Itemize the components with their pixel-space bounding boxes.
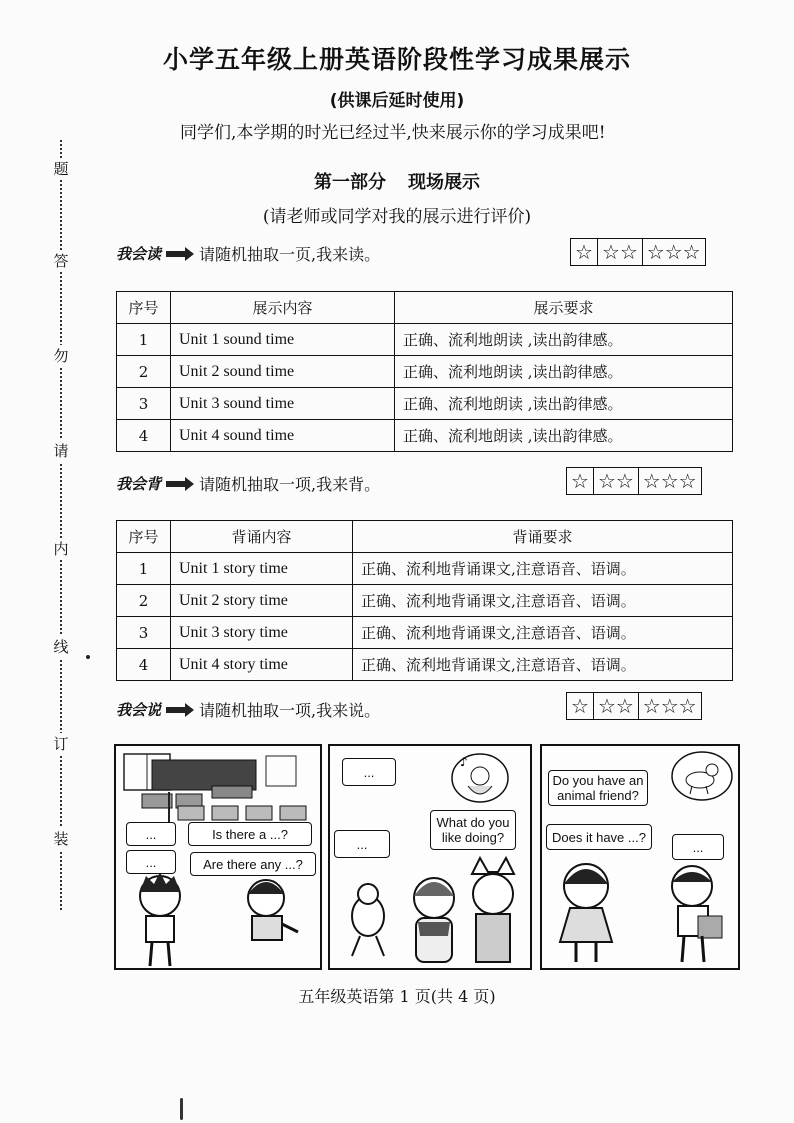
read-star-rating[interactable] (570, 238, 706, 266)
page-title: 小学五年级上册英语阶段性学习成果展示 (162, 45, 631, 74)
row-requirement: 正确、流利地朗读 ,读出韵律感。 (395, 420, 733, 452)
row-requirement: 正确、流利地朗读 ,读出韵律感。 (395, 324, 733, 356)
row-requirement: 正确、流利地背诵课文,注意语音、语调。 (353, 553, 733, 585)
star-two-icon[interactable]: ☆☆ (594, 468, 639, 494)
header-cell: 背诵内容 (171, 521, 353, 553)
recite-instruction: 请随机抽取一项,我来背。 (199, 475, 381, 494)
row-number: 4 (117, 649, 171, 681)
row-content: Unit 1 story time (171, 553, 353, 585)
row-number: 3 (117, 388, 171, 420)
row-content: Unit 4 story time (171, 649, 353, 681)
recite-task (116, 472, 380, 495)
star-two-icon[interactable]: ☆☆ (594, 693, 639, 719)
speech-bubble: Are there any ...? (190, 852, 316, 876)
table-header-row (117, 521, 733, 553)
page-subtitle: (供课后延时使用) (329, 91, 465, 111)
comic-panel-friends (328, 744, 532, 970)
recite-tag: 我会背 (116, 475, 162, 493)
read-tag: 我会读 (116, 245, 162, 263)
margin-char-5: 内 (50, 538, 72, 560)
margin-char-1: 题 (50, 158, 72, 180)
row-content: Unit 2 sound time (171, 356, 395, 388)
speech-bubble: Is there a ...? (188, 822, 312, 846)
row-number: 1 (117, 324, 171, 356)
table-row (117, 420, 733, 452)
row-number: 2 (117, 585, 171, 617)
row-content: Unit 1 sound time (171, 324, 395, 356)
star-one-icon[interactable]: ☆ (567, 468, 594, 494)
speak-task (116, 698, 380, 721)
intro-text: 同学们,本学期的时光已经过半,快来展示你的学习成果吧! (180, 123, 606, 143)
arrow-right-icon (165, 477, 195, 491)
margin-char-8: 装 (50, 828, 72, 850)
star-three-icon[interactable]: ☆☆☆ (646, 240, 701, 264)
comic-panel-animal-friend (540, 744, 740, 970)
table-row (117, 553, 733, 585)
row-number: 1 (117, 553, 171, 585)
row-content: Unit 2 story time (171, 585, 353, 617)
recite-table (116, 520, 733, 681)
arrow-right-icon (165, 703, 195, 717)
stray-dot (86, 655, 90, 659)
recite-star-rating[interactable] (566, 467, 702, 495)
table-row (117, 356, 733, 388)
star-three-icon[interactable]: ☆☆☆ (642, 694, 697, 718)
part-name: 第一部分 (314, 172, 386, 193)
speech-bubble: ... (126, 822, 176, 846)
speech-bubble: ... (334, 830, 390, 858)
svg-text:♪: ♪ (460, 755, 468, 769)
table-row (117, 388, 733, 420)
row-requirement: 正确、流利地朗读 ,读出韵律感。 (395, 356, 733, 388)
speak-star-rating[interactable] (566, 692, 702, 720)
speech-bubble: ... (672, 834, 724, 860)
table-row (117, 649, 733, 681)
row-content: Unit 3 sound time (171, 388, 395, 420)
speak-tag: 我会说 (116, 701, 162, 719)
header-cell: 序号 (117, 292, 171, 324)
header-cell: 序号 (117, 521, 171, 553)
speak-instruction: 请随机抽取一项,我来说。 (199, 701, 381, 720)
row-content: Unit 4 sound time (171, 420, 395, 452)
row-number: 3 (117, 617, 171, 649)
comic-panel-classroom (114, 744, 322, 970)
margin-char-4: 请 (50, 440, 72, 462)
table-row (117, 617, 733, 649)
speech-bubble: ... (126, 850, 176, 874)
star-two-icon[interactable]: ☆☆ (598, 239, 643, 265)
margin-char-7: 订 (50, 733, 72, 755)
margin-char-3: 勿 (50, 345, 72, 367)
part-heading: 现场展示 (408, 172, 480, 193)
star-one-icon[interactable]: ☆ (567, 693, 594, 719)
scan-mark (180, 1098, 183, 1120)
arrow-right-icon (165, 247, 195, 261)
read-task (116, 242, 380, 265)
part-note: (请老师或同学对我的展示进行评价) (262, 207, 532, 227)
header-cell: 展示要求 (395, 292, 733, 324)
speech-bubble: Do you have an animal friend? (548, 770, 648, 806)
speech-bubble: What do you like doing? (430, 810, 516, 850)
row-number: 2 (117, 356, 171, 388)
row-requirement: 正确、流利地朗读 ,读出韵律感。 (395, 388, 733, 420)
row-requirement: 正确、流利地背诵课文,注意语音、语调。 (353, 585, 733, 617)
table-header-row (117, 292, 733, 324)
part-title (0, 168, 794, 194)
header-cell: 背诵要求 (353, 521, 733, 553)
margin-char-6: 线 (50, 636, 72, 658)
table-row (117, 585, 733, 617)
read-table (116, 291, 733, 452)
speech-bubble: ... (342, 758, 396, 786)
speech-bubble: Does it have ...? (546, 824, 652, 850)
star-one-icon[interactable]: ☆ (571, 239, 598, 265)
star-three-icon[interactable]: ☆☆☆ (642, 469, 697, 493)
page-footer: 五年级英语第 1 页(共 4 页) (298, 987, 496, 1006)
margin-char-2: 答 (50, 250, 72, 272)
header-cell: 展示内容 (171, 292, 395, 324)
row-content: Unit 3 story time (171, 617, 353, 649)
row-number: 4 (117, 420, 171, 452)
row-requirement: 正确、流利地背诵课文,注意语音、语调。 (353, 649, 733, 681)
row-requirement: 正确、流利地背诵课文,注意语音、语调。 (353, 617, 733, 649)
read-instruction: 请随机抽取一页,我来读。 (199, 245, 381, 264)
table-row (117, 324, 733, 356)
